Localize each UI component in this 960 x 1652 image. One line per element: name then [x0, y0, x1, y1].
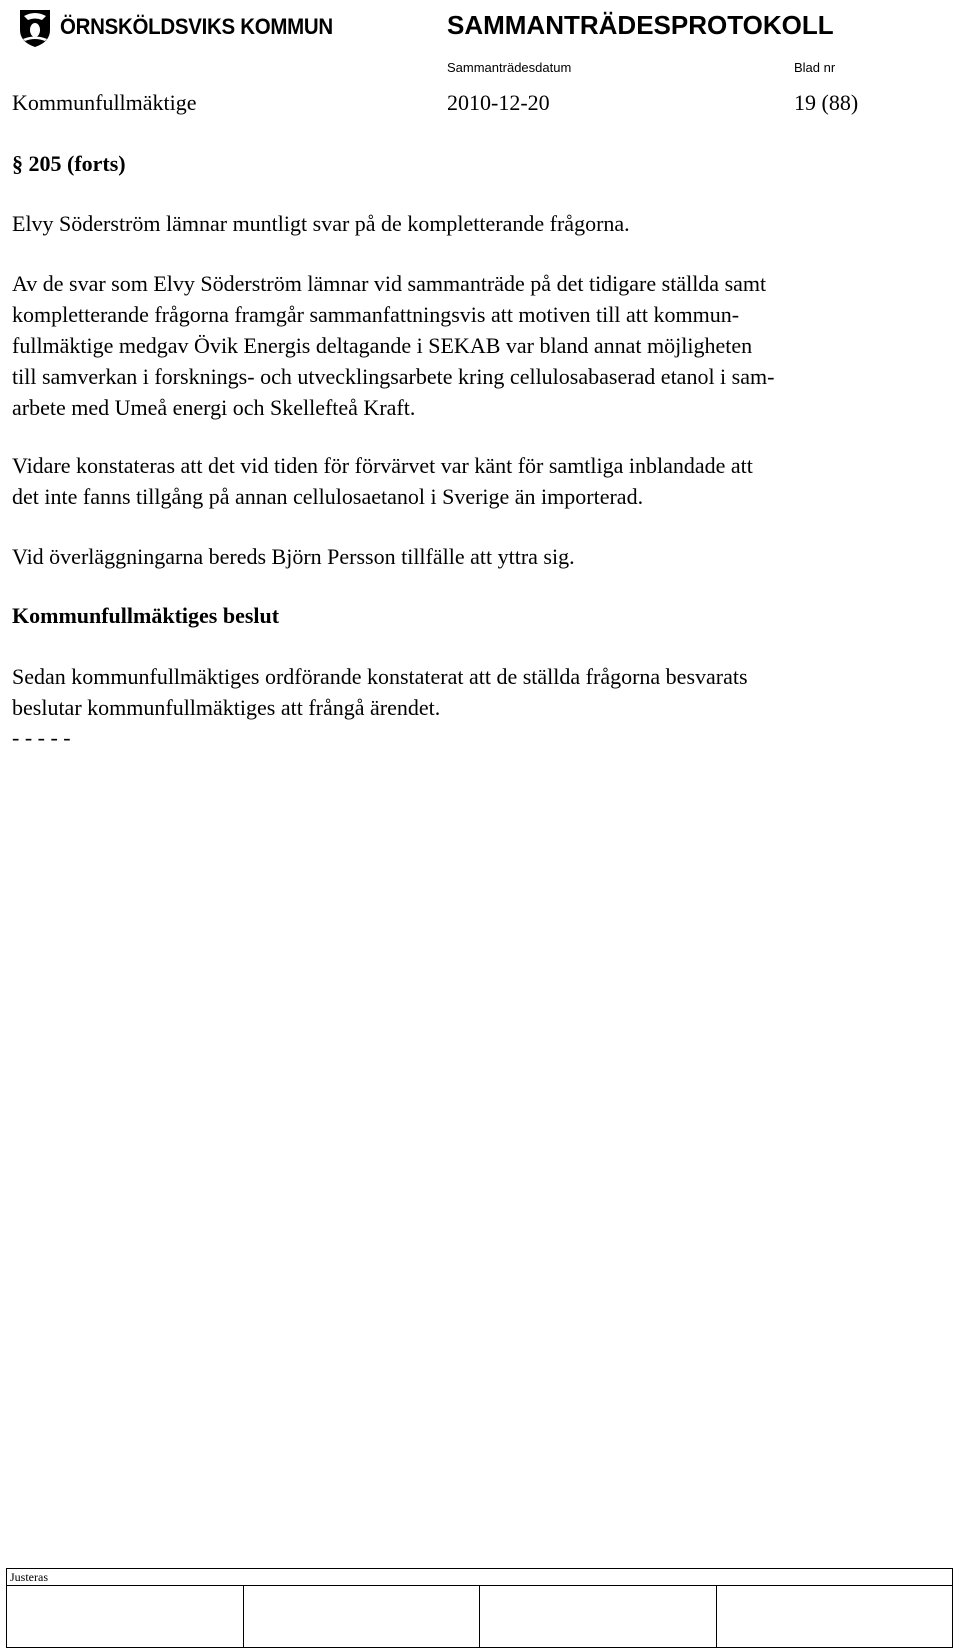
signature-cell [243, 1586, 480, 1648]
justeras-label: Justeras [7, 1569, 953, 1586]
meeting-date-label: Sammanträdesdatum [447, 60, 572, 75]
signature-cell [480, 1586, 717, 1648]
signature-cell [716, 1586, 953, 1648]
paragraph-summary [12, 268, 774, 423]
paragraph-deliberation [12, 541, 575, 572]
text-line: kompletterande frågorna framgår sammanfattningsvis att motiven till att kommun- [12, 302, 740, 327]
text-line: till samverkan i forsknings- och utvecklingsarbete kring cellulosabaserad etanol i sam- [12, 364, 775, 389]
text-line: fullmäktige medgav Övik Energis deltagande i SEKAB var bland annat möjligheten [12, 333, 753, 358]
page-number-label: Blad nr [794, 60, 836, 75]
text-line: Av de svar som Elvy Söderström lämnar vid sammanträde på det tidigare ställda samt [12, 271, 767, 296]
section-heading: § 205 (forts) [12, 151, 126, 176]
municipality-logo [18, 8, 52, 48]
decision-heading: Kommunfullmäktiges beslut [12, 603, 280, 628]
text-line: arbete med Umeå energi och Skellefteå Kraft. [12, 395, 416, 420]
text-line: beslutar kommunfullmäktiges att frångå ärendet. [12, 695, 441, 720]
paragraph-findings [12, 450, 753, 512]
text-line: Vidare konstateras att det vid tiden för förvärvet var känt för samtliga inblandade att [12, 453, 753, 478]
paragraph-answer [12, 208, 630, 239]
signature-cell [7, 1586, 244, 1648]
text-line: Elvy Söderström lämnar muntligt svar på de kompletterande frågorna. [12, 211, 630, 236]
paragraph-decision [12, 661, 748, 723]
page-number: 19 (88) [794, 90, 859, 115]
meeting-date: 2010-12-20 [447, 90, 550, 115]
end-marker: - - - - - [12, 725, 71, 750]
committee-name: Kommunfullmäktige [12, 90, 197, 115]
document-title: SAMMANTRÄDESPROTOKOLL [447, 10, 834, 40]
text-line: Vid överläggningarna bereds Björn Persson tillfälle att yttra sig. [12, 544, 575, 569]
organization-name: ÖRNSKÖLDSVIKS KOMMUN [60, 14, 333, 39]
text-line: Sedan kommunfullmäktiges ordförande konstaterat att de ställda frågorna besvarats [12, 664, 748, 689]
text-line: det inte fanns tillgång på annan cellulosaetanol i Sverige än importerad. [12, 484, 644, 509]
signature-table [6, 1568, 953, 1648]
